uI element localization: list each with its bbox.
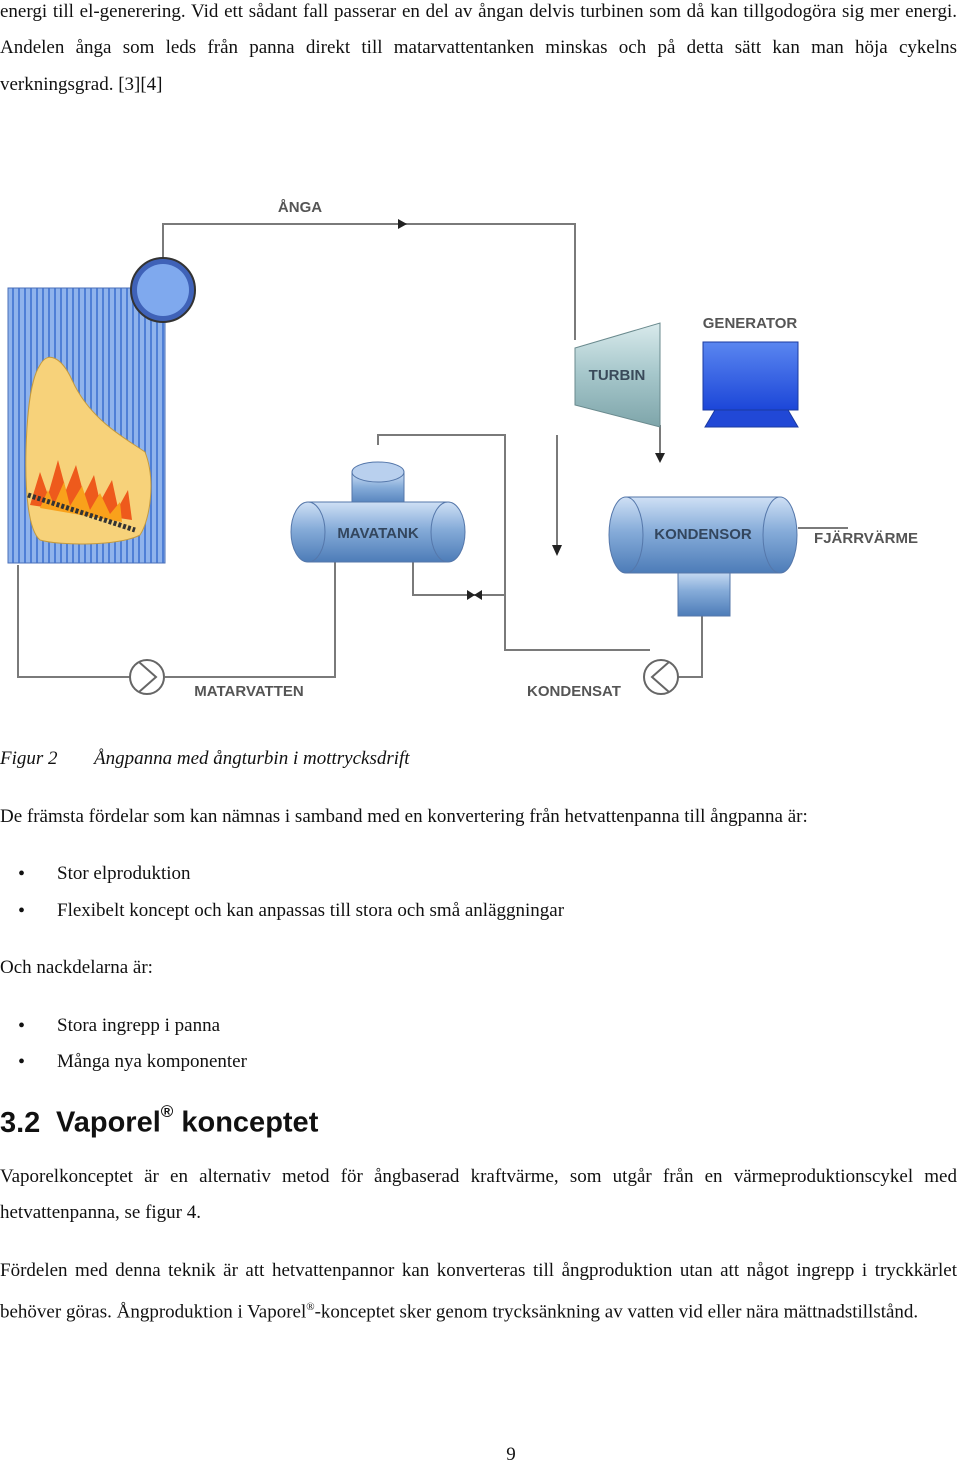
fjarrvarme-label: FJÄRRVÄRME: [814, 530, 918, 547]
generator-label: GENERATOR: [702, 315, 798, 332]
page-number: 9: [506, 1444, 516, 1465]
section-title-end: konceptet: [181, 1106, 319, 1139]
kondensor: [609, 497, 797, 616]
bullet-icon: •: [18, 1051, 26, 1073]
section-paragraph-2: Fördelen med denna teknik är att hetvattenpannor kan konverteras till ångproduktion utan att något ingrepp i tryckkärlet behöver göras. Ångproduktion i Vaporel®-konceptet sker genom trycksänkning av vatten vid eller nära mättnadstillstånd.: [0, 1260, 957, 1323]
advantages-intro: De främsta fördelar som kan nämnas i samband med en konvertering från hetvattenpanna till ångpanna är:: [0, 806, 808, 827]
turbin-label: TURBIN: [588, 367, 646, 384]
intro-paragraph: energi till el-generering. Vid ett sådant fall passerar en del av ångan delvis turbinen som då kan tillgodogöra sig mer energi. Andelen ånga som leds från panna direkt till matarvattentanken minskas och på detta sätt kan man höja cykelns verkningsgrad. [3][4]: [0, 1, 957, 95]
kondensat-pump-icon: [644, 660, 678, 694]
boiler: [8, 258, 195, 563]
section-number: 3.2: [0, 1106, 41, 1139]
section-title-start: Vaporel: [56, 1106, 161, 1139]
bullet-icon: •: [18, 900, 26, 922]
anga-label: ÅNGA: [277, 199, 323, 216]
kondensor-label: KONDENSOR: [654, 526, 752, 543]
registered-mark: ®: [160, 1102, 174, 1121]
steam-boiler-diagram: [0, 190, 960, 710]
kondensat-label: KONDENSAT: [527, 683, 621, 700]
section-paragraph-1: Vaporelkonceptet är en alternativ metod för ångbaserad kraftvärme, som utgår från en värmeproduktionscykel med hetvattenpanna, se figur 4.: [0, 1166, 957, 1224]
registered-mark: ®: [306, 1301, 315, 1314]
matarvatten-pump-icon: [130, 660, 164, 694]
generator: [703, 315, 798, 427]
caption-number: Figur 2: [0, 748, 58, 769]
bullet-icon: •: [18, 1015, 26, 1037]
mavatank-label: MAVATANK: [337, 525, 419, 542]
matarvatten-label: MATARVATTEN: [194, 683, 304, 700]
caption-text: Ångpanna med ångturbin i mottrycksdrift: [94, 748, 410, 769]
disadvantages-intro: Och nackdelarna är:: [0, 957, 153, 978]
bullet-icon: •: [18, 863, 26, 885]
turbine: [575, 323, 660, 427]
section-heading: [0, 1102, 319, 1140]
mavatank: [291, 462, 465, 562]
